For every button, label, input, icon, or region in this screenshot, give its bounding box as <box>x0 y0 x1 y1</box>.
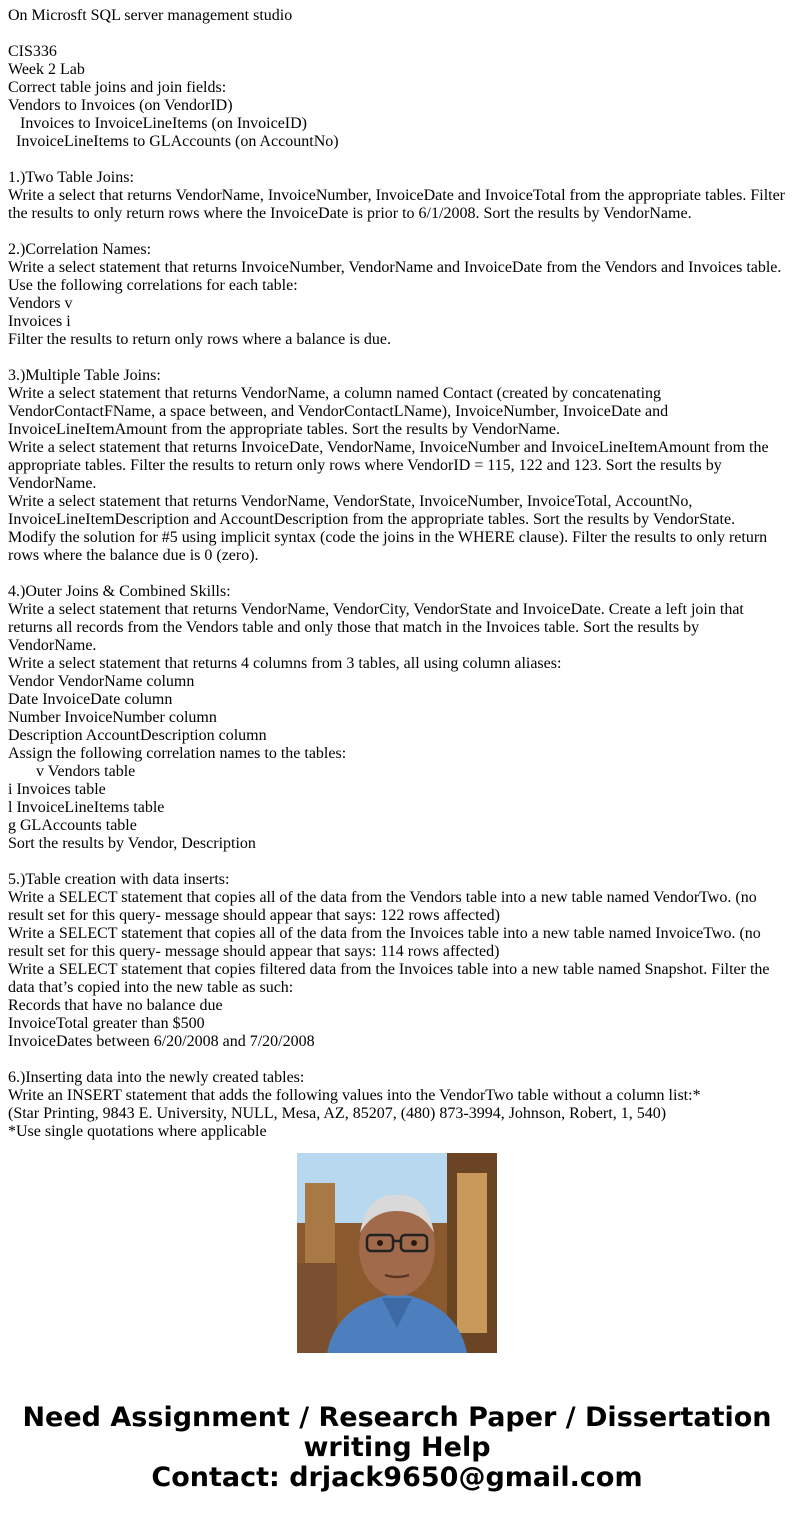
document-line: Write a select statement that returns 4 columns from 3 tables, all using column aliases: <box>8 655 562 672</box>
document-line: Invoices i <box>8 313 71 330</box>
document-line: Write a SELECT statement that copies all of the data from the Invoices table into a new table named InvoiceTwo. (no result set for this query- message should appear that says: 114 rows affected) <box>8 925 761 960</box>
paragraph-gap <box>8 565 788 583</box>
document-line: InvoiceDates between 6/20/2008 and 7/20/2008 <box>8 1033 315 1050</box>
document-line: v Vendors table <box>36 763 136 780</box>
document-line: Assign the following correlation names to the tables: <box>8 745 347 762</box>
document-line: Number InvoiceNumber column <box>8 709 217 726</box>
document-line: On Microsft SQL server management studio <box>8 7 293 24</box>
document-line: Write a SELECT statement that copies filtered data from the Invoices table into a new table named Snapshot. Filter the data that’s copied into the new table as such: <box>8 961 770 996</box>
paragraph-gap <box>8 349 788 367</box>
paragraph-gap <box>8 853 788 871</box>
document-line: Vendors to Invoices (on VendorID) <box>8 97 233 114</box>
document-line: Filter the results to return only rows where a balance is due. <box>8 331 391 348</box>
document-line: i Invoices table <box>8 781 106 798</box>
section-heading: 5.)Table creation with data inserts: <box>8 871 230 888</box>
paragraph-gap <box>8 223 788 241</box>
document-line: Write a select statement that returns InvoiceNumber, VendorName and InvoiceDate from the Vendors and Invoices table. Use the following correlations for each table: <box>8 259 782 294</box>
document-line: Records that have no balance due <box>8 997 223 1014</box>
document-line: *Use single quotations where applicable <box>8 1123 267 1140</box>
document-line: Write a select statement that returns VendorName, VendorCity, VendorState and InvoiceDate. Create a left join that returns all records from the Vendors table and only those that match in the Invoices table. Sort the results by VendorName. <box>8 601 744 654</box>
tutor-avatar <box>297 1153 497 1353</box>
paragraph-gap <box>8 151 788 169</box>
document-body <box>8 7 788 1140</box>
document-line: Vendors v <box>8 295 73 312</box>
document-line: Modify the solution for #5 using implicit syntax (code the joins in the WHERE clause). Filter the results to only return rows where the balance due is 0 (zero). <box>8 529 768 564</box>
document-line: l InvoiceLineItems table <box>8 799 165 816</box>
paragraph-gap <box>8 1051 788 1069</box>
document-line: Date InvoiceDate column <box>8 691 173 708</box>
document-line: Write a select statement that returns VendorName, a column named Contact (created by concatenating VendorContactFName, a space between, and VendorContactLName), InvoiceNumber, InvoiceDate and InvoiceLineItemAmount from the appropriate tables. Sort the results by VendorName. <box>8 385 669 438</box>
document-line: Write a select statement that returns VendorName, VendorState, InvoiceNumber, InvoiceTotal, AccountNo, InvoiceLineItemDescription and AccountDescription from the appropriate tables. Sort the results by VendorState. <box>8 493 736 528</box>
banner-contact: Contact: drjack9650@gmail.com <box>151 1462 643 1493</box>
document-line: Write a select statement that returns InvoiceDate, VendorName, InvoiceNumber and InvoiceLineItemAmount from the appropriate tables. Filter the results to return only rows where VendorID = 115, 122 and 123. Sort the results by VendorName. <box>8 439 769 492</box>
banner-line-2: writing Help <box>303 1432 491 1463</box>
document-line: Write an INSERT statement that adds the following values into the VendorTwo table without a column list:* <box>8 1087 701 1104</box>
document-line: Write a SELECT statement that copies all of the data from the Vendors table into a new table named VendorTwo. (no result set for this query- message should appear that says: 122 rows affected) <box>8 889 757 924</box>
document-line: InvoiceLineItems to GLAccounts (on AccountNo) <box>16 133 339 150</box>
help-banner <box>0 1403 794 1493</box>
document-line: g GLAccounts table <box>8 817 137 834</box>
document-line: Write a select that returns VendorName, InvoiceNumber, InvoiceDate and InvoiceTotal from the appropriate tables. Filter the results to only return rows where the InvoiceDate is prior to 6/1/2008. Sort the results by VendorName. <box>8 187 786 222</box>
document-line: (Star Printing, 9843 E. University, NULL, Mesa, AZ, 85207, (480) 873-3994, Johnson, Robert, 1, 540) <box>8 1105 667 1122</box>
section-heading: 6.)Inserting data into the newly created tables: <box>8 1069 305 1086</box>
document-line: Week 2 Lab <box>8 61 85 78</box>
document-line: Invoices to InvoiceLineItems (on InvoiceID) <box>20 115 308 132</box>
section-heading: 1.)Two Table Joins: <box>8 169 134 186</box>
document-line: Description AccountDescription column <box>8 727 267 744</box>
section-heading: 4.)Outer Joins & Combined Skills: <box>8 583 231 600</box>
document-line: Sort the results by Vendor, Description <box>8 835 256 852</box>
banner-line-1: Need Assignment / Research Paper / Dissertation <box>22 1402 772 1433</box>
paragraph-gap <box>8 25 788 43</box>
document-line: Vendor VendorName column <box>8 673 195 690</box>
document-line: InvoiceTotal greater than $500 <box>8 1015 205 1032</box>
document-line: Correct table joins and join fields: <box>8 79 227 96</box>
document-line: CIS336 <box>8 43 57 60</box>
section-heading: 3.)Multiple Table Joins: <box>8 367 161 384</box>
section-heading: 2.)Correlation Names: <box>8 241 152 258</box>
tutor-photo-image <box>297 1153 497 1353</box>
